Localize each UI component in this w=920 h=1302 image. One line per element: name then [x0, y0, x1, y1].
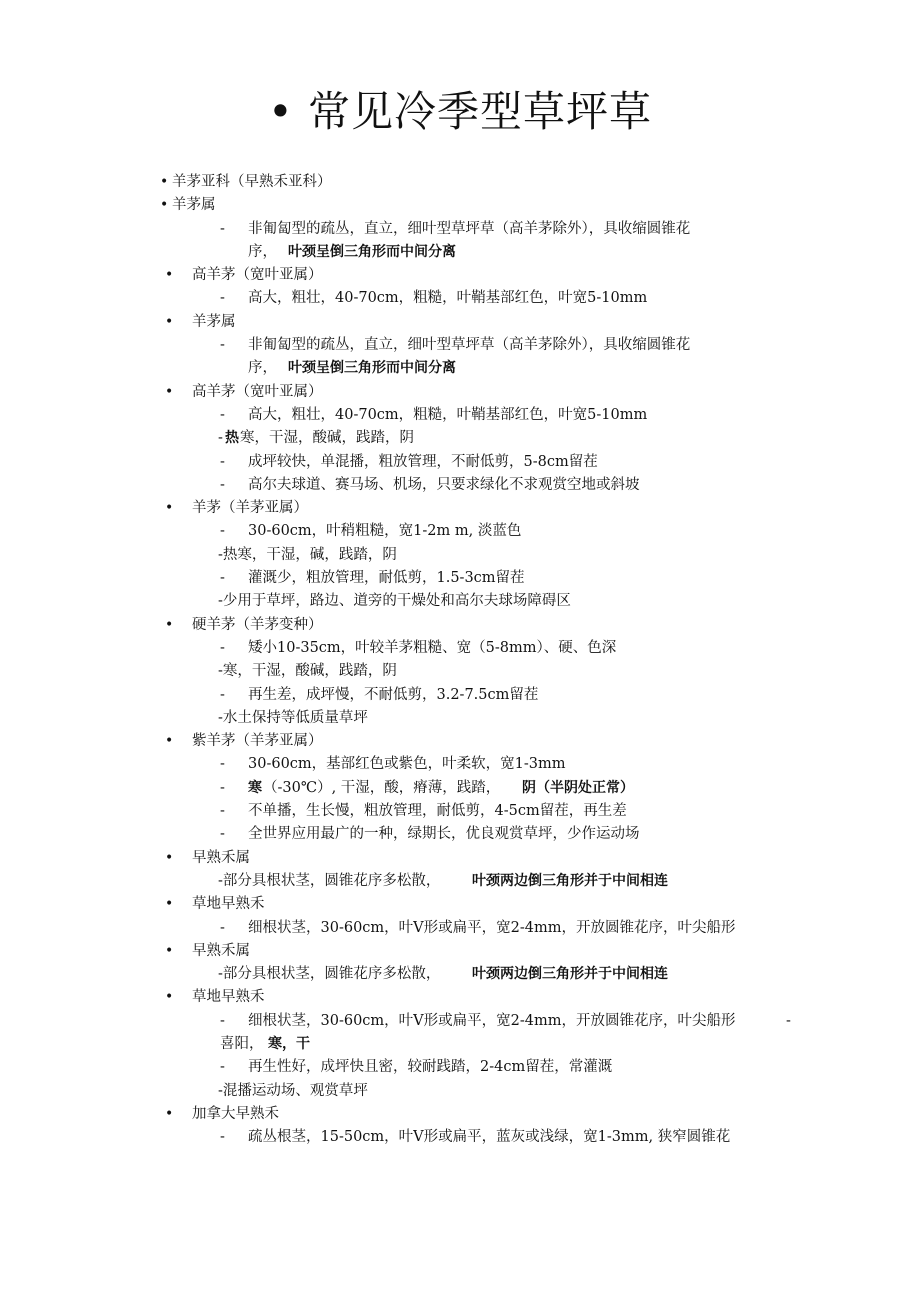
line-text: 早熟禾属	[192, 849, 250, 866]
list-item	[0, 287, 920, 310]
list-item	[0, 730, 920, 753]
dash: -	[220, 686, 225, 703]
line-text: 30-60cm，基部红色或紫色，叶柔软，宽1-3mm	[248, 756, 566, 773]
list-item	[0, 1103, 920, 1126]
list-item	[0, 381, 920, 404]
dash: -	[220, 826, 225, 843]
line-text: 寒，干湿，酸碱，践踏，阴	[240, 430, 414, 447]
dash: -	[220, 639, 225, 656]
list-item	[0, 590, 920, 613]
dash: -	[220, 1129, 225, 1146]
line-text: -部分具根状茎，圆锥花序多松散，	[218, 872, 441, 889]
list-item	[0, 963, 920, 986]
list-item	[0, 1033, 920, 1056]
bold-text: 叶颈呈倒三角形而中间分离	[288, 360, 456, 377]
dash: -	[220, 406, 225, 423]
bullet: •	[165, 849, 174, 866]
line-text: 喜阳，	[220, 1035, 264, 1052]
line-text: 草地早熟禾	[192, 989, 265, 1006]
bullet: •	[165, 313, 174, 330]
bold-text: 叶颈两边倒三角形并于中间相连	[472, 966, 668, 983]
bullet: •	[165, 383, 174, 400]
line-text: 高羊茅（宽叶亚属）	[192, 383, 323, 400]
dash: -	[220, 779, 225, 796]
list-item	[0, 614, 920, 637]
dash: -	[220, 919, 225, 936]
list-item	[0, 404, 920, 427]
list-item	[0, 334, 920, 357]
list-item	[0, 986, 920, 1009]
bold-text: 叶颈呈倒三角形而中间分离	[288, 243, 456, 260]
line-text: 再生差，成坪慢，不耐低剪，3.2-7.5cm留茬	[248, 686, 539, 703]
bold-text: 叶颈两边倒三角形并于中间相连	[472, 872, 668, 889]
dash: -	[786, 1012, 791, 1029]
list-item	[0, 847, 920, 870]
line-text: -寒，干湿，酸碱，践踏，阴	[218, 663, 397, 680]
list-item	[0, 777, 920, 800]
line-text: 高尔夫球道、赛马场、机场，只要求绿化不求观赏空地或斜坡	[248, 476, 640, 493]
bold-text: 寒	[248, 779, 262, 796]
bullet: •	[165, 733, 174, 750]
line-text: 硬羊茅（羊茅变种）	[192, 616, 323, 633]
line-text: 非匍匐型的疏丛，直立，细叶型草坪草（高羊茅除外），具收缩圆锥花	[248, 220, 691, 237]
list-item	[0, 800, 920, 823]
line-text: -少用于草坪，路边、道旁的干燥处和高尔夫球场障碍区	[218, 593, 571, 610]
list-item	[0, 241, 920, 264]
line-text: 再生性好，成坪快且密，较耐践踏，2-4cm留茬，常灌溉	[248, 1059, 613, 1076]
line-text: -混播运动场、观赏草坪	[218, 1082, 368, 1099]
list-item	[0, 684, 920, 707]
line-text: 灌溉少，粗放管理，耐低剪，1.5-3cm留茬	[248, 570, 525, 587]
page-title: • 常见冷季型草坪草	[267, 87, 653, 136]
bullet: •	[165, 616, 174, 633]
list-item	[0, 451, 920, 474]
list-item	[0, 474, 920, 497]
line-text: 羊茅属	[172, 197, 216, 214]
line-text: 羊茅亚科（早熟禾亚科）	[172, 174, 332, 190]
line-text: 羊茅属	[192, 313, 236, 330]
line-text: 疏丛根茎，15-50cm，叶V形或扁平，蓝灰或浅绿，宽1-3mm, 狭窄圆锥花	[248, 1129, 731, 1146]
bullet: •	[165, 896, 174, 913]
list-item	[0, 544, 920, 567]
line-text: 加拿大早熟禾	[192, 1105, 279, 1122]
line-text: 高大，粗壮，40-70cm，粗糙，叶鞘基部红色，叶宽5-10mm	[248, 406, 648, 423]
list-item	[0, 1126, 920, 1149]
line-text: -部分具根状茎，圆锥花序多松散，	[218, 966, 441, 983]
list-item	[0, 194, 920, 217]
bold-text: 阴（半阴处正常）	[522, 779, 634, 796]
line-text: 草地早熟禾	[192, 896, 265, 913]
line-text: 非匍匐型的疏丛，直立，细叶型草坪草（高羊茅除外），具收缩圆锥花	[248, 337, 691, 354]
line-text: 全世界应用最广的一种，绿期长，优良观赏草坪，少作运动场	[248, 826, 640, 843]
list-item	[0, 940, 920, 963]
document-body	[0, 171, 920, 1149]
line-text: 紫羊茅（羊茅亚属）	[192, 733, 323, 750]
dash: -	[220, 570, 225, 587]
list-item	[0, 427, 920, 450]
list-item	[0, 870, 920, 893]
bullet: •	[160, 197, 169, 214]
list-item	[0, 567, 920, 590]
line-text: 30-60cm，叶稍粗糙，宽1-2m m, 淡蓝色	[248, 523, 522, 540]
bullet: •	[165, 1105, 174, 1122]
bullet: •	[165, 500, 174, 517]
bullet: •	[160, 174, 169, 190]
line-text: 不单播，生长慢，粗放管理，耐低剪，4-5cm留茬，再生差	[248, 803, 627, 820]
dash: -	[220, 523, 225, 540]
bullet: •	[165, 267, 174, 284]
bullet: •	[165, 989, 174, 1006]
list-item	[0, 520, 920, 543]
list-item	[0, 660, 920, 683]
list-item	[0, 264, 920, 287]
dash: -	[220, 1059, 225, 1076]
dash: -	[220, 1012, 225, 1029]
line-text: 成坪较快，单混播，粗放管理，不耐低剪，5-8cm留茬	[248, 453, 598, 470]
dash: -	[220, 453, 225, 470]
line-text: 细根状茎，30-60cm，叶V形或扁平，宽2-4mm，开放圆锥花序，叶尖船形	[248, 1012, 736, 1029]
line-text: 细根状茎，30-60cm，叶V形或扁平，宽2-4mm，开放圆锥花序，叶尖船形	[248, 919, 736, 936]
bold-text: 热	[225, 430, 239, 447]
line-text: -水土保持等低质量草坪	[218, 709, 368, 726]
list-item	[0, 753, 920, 776]
list-item	[0, 171, 920, 194]
dash: -	[220, 220, 225, 237]
line-text: 羊茅（羊茅亚属）	[192, 500, 308, 517]
dash: -	[218, 430, 223, 447]
list-item	[0, 893, 920, 916]
line-text: -热寒，干湿，碱，践踏，阴	[218, 546, 397, 563]
list-item	[0, 218, 920, 241]
line-text: 高羊茅（宽叶亚属）	[192, 267, 323, 284]
list-item	[0, 823, 920, 846]
dash: -	[220, 803, 225, 820]
list-item	[0, 637, 920, 660]
dash: -	[220, 756, 225, 773]
dash: -	[220, 476, 225, 493]
list-item	[0, 1056, 920, 1079]
list-item	[0, 497, 920, 520]
bullet: •	[165, 942, 174, 959]
list-item	[0, 917, 920, 940]
list-item	[0, 1080, 920, 1103]
line-text: （-30℃）, 干湿，酸，瘠薄，践踏，	[263, 779, 501, 796]
dash: -	[220, 337, 225, 354]
line-text: 早熟禾属	[192, 942, 250, 959]
line-text: 序，	[248, 360, 277, 377]
list-item	[0, 311, 920, 334]
list-item	[0, 357, 920, 380]
line-text: 高大，粗壮，40-70cm，粗糙，叶鞘基部红色，叶宽5-10mm	[248, 290, 648, 307]
list-item	[0, 707, 920, 730]
bold-text: 寒，干	[268, 1035, 310, 1052]
list-item	[0, 1010, 920, 1033]
dash: -	[220, 290, 225, 307]
line-text: 矮小10-35cm，叶较羊茅粗糙、宽（5-8mm）、硬、色深	[248, 639, 617, 656]
line-text: 序，	[248, 243, 277, 260]
